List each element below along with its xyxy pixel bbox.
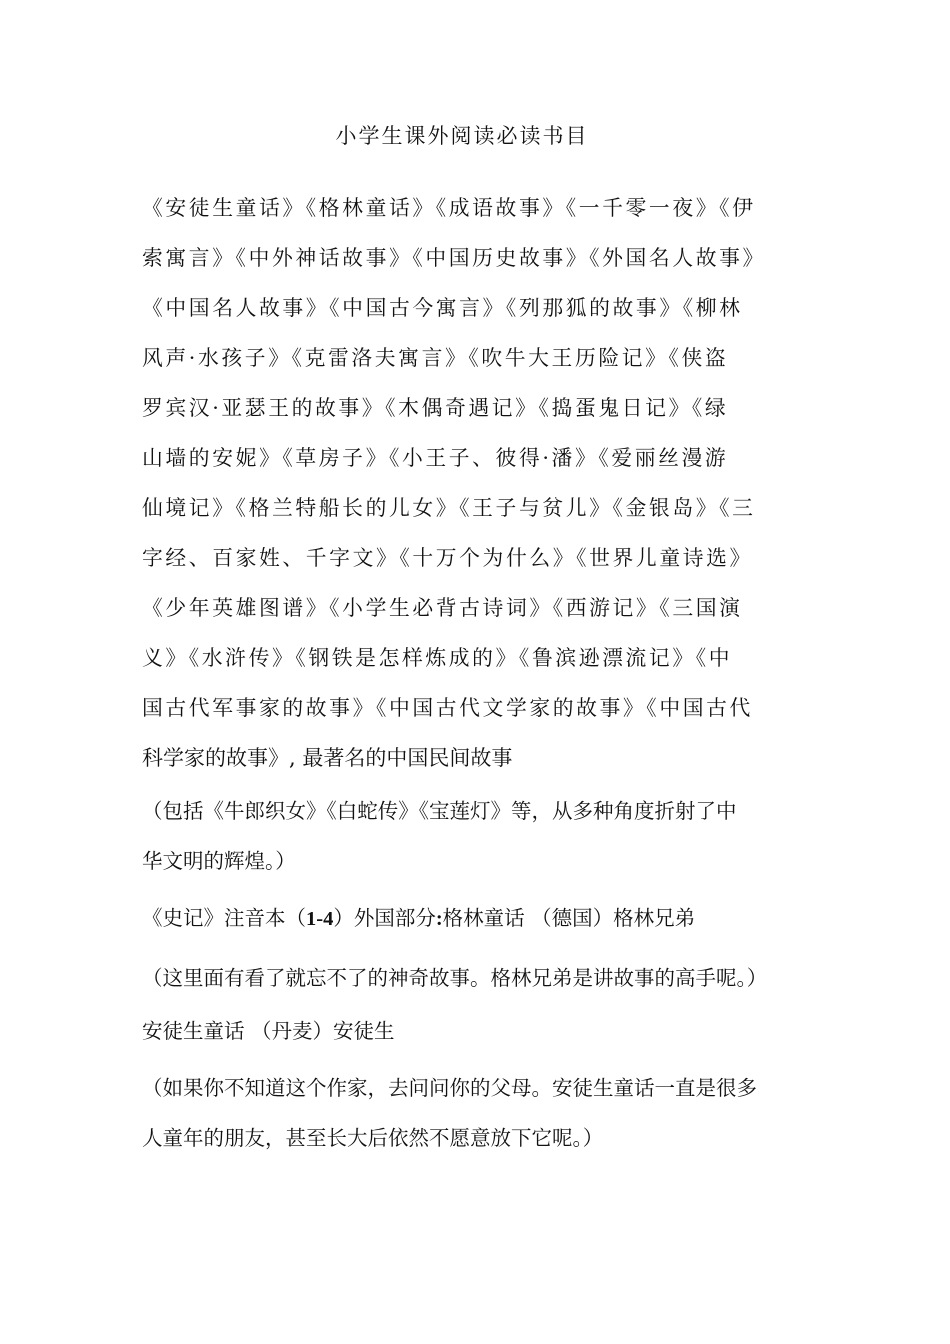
document-title: 小学生课外阅读必读书目 bbox=[335, 124, 589, 148]
booklist-line: 仙境记》《格兰特船长的儿女》《王子与贫儿》《金银岛》《三 bbox=[142, 496, 756, 520]
booklist-line: 《中国名人故事》《中国古今寓言》《列那狐的故事》《柳林 bbox=[142, 296, 743, 320]
shiji-volume-range: 1-4 bbox=[306, 908, 334, 930]
booklist-line: 索寓言》《中外神话故事》《中国历史故事》《外国名人故事》 bbox=[142, 246, 766, 270]
folk-note-line: 华文明的辉煌。） bbox=[142, 849, 296, 873]
andersen-note bbox=[142, 1070, 822, 1170]
booklist-line: 《少年英雄图谱》《小学生必背古诗词》《西游记》《三国演 bbox=[142, 596, 743, 620]
booklist-line: 科学家的故事》, 最著名的中国民间故事 bbox=[142, 746, 513, 770]
shiji-text-before: 《史记》注音本（ bbox=[142, 906, 306, 930]
booklist-paragraph bbox=[142, 190, 816, 790]
booklist-line: 国古代军事家的故事》《中国古代文学家的故事》《中国古代 bbox=[142, 696, 753, 720]
folk-note-line: （包括《牛郎织女》《白蛇传》《宝莲灯》等，从多种角度折射了中 bbox=[142, 799, 737, 823]
andersen-line: 安徒生童话 （丹麦）安徒生 bbox=[142, 1019, 395, 1043]
booklist-line: 义》《水浒传》《钢铁是怎样炼成的》《鲁滨逊漂流记》《中 bbox=[142, 646, 733, 670]
booklist-line: 山墙的安妮》《草房子》《小王子、彼得·潘》《爱丽丝漫游 bbox=[142, 446, 729, 470]
andersen-note-line: 人童年的朋友，甚至长大后依然不愿意放下它呢。） bbox=[142, 1126, 604, 1150]
shiji-text-after: ）外国部分 bbox=[333, 906, 436, 930]
folk-stories-note bbox=[142, 793, 822, 893]
andersen-note-line: （如果你不知道这个作家，去问问你的父母。安徒生童话一直是很多 bbox=[142, 1076, 757, 1100]
shiji-text-rest: 格林童话 （德国）格林兄弟 bbox=[442, 906, 696, 930]
booklist-line: 罗宾汉·亚瑟王的故事》《木偶奇遇记》《捣蛋鬼日记》《绿 bbox=[142, 396, 729, 420]
booklist-line: 字经、百家姓、千字文》《十万个为什么》《世界儿童诗选》 bbox=[142, 546, 753, 570]
shiji-colon: : bbox=[435, 908, 443, 930]
booklist-line: 风声·水孩子》《克雷洛夫寓言》《吹牛大王历险记》《侠盗 bbox=[142, 346, 729, 370]
grimm-note: （这里面有看了就忘不了的神奇故事。格林兄弟是讲故事的高手呢。） bbox=[142, 966, 768, 990]
booklist-line: 《安徒生童话》《格林童话》《成语故事》《一千零一夜》《伊 bbox=[142, 196, 756, 220]
shiji-line bbox=[142, 900, 822, 937]
